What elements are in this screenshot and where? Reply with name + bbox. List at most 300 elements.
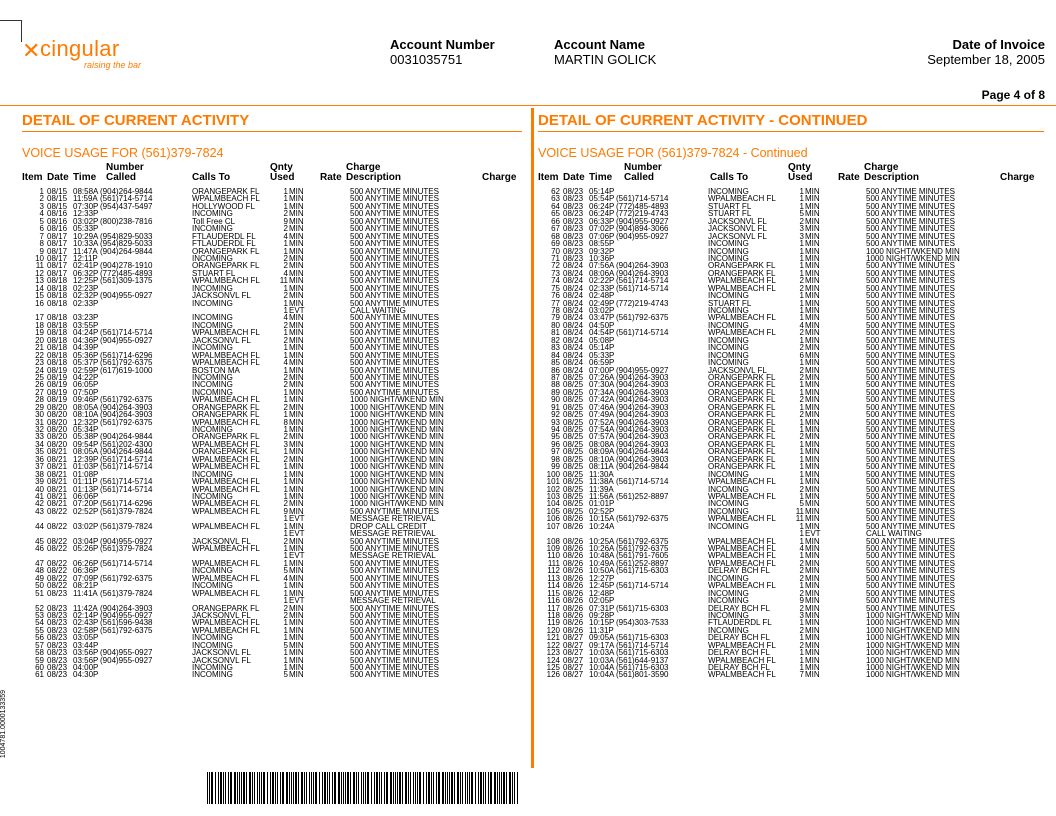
item-number: 82 xyxy=(551,335,560,345)
call-time: 07:06P xyxy=(589,231,615,241)
hdr-number: Number xyxy=(624,162,662,173)
item-number: 58 xyxy=(35,648,44,658)
call-time: 02:05P xyxy=(589,596,615,606)
quantity-used: 1 xyxy=(283,239,288,249)
quantity-unit: MIN xyxy=(805,358,820,368)
quantity-unit: MIN xyxy=(805,291,820,301)
quantity-unit: MIN xyxy=(289,439,304,449)
calls-to: ORANGEPARK FL xyxy=(708,268,776,278)
calls-to: DELRAY BCH FL xyxy=(708,663,770,672)
quantity-unit: MIN xyxy=(289,410,304,420)
account-name-block xyxy=(554,37,656,67)
quantity-used: 1 xyxy=(283,194,288,204)
charge-description: 500 ANYTIME MINUTES xyxy=(866,343,955,353)
charge-description: 500 ANYTIME MINUTES xyxy=(866,462,955,472)
barcode-bar xyxy=(353,772,355,804)
call-date: 08/25 xyxy=(563,425,584,434)
usage-row xyxy=(22,300,522,307)
quantity-used: 1 xyxy=(283,298,288,308)
calls-to: INCOMING xyxy=(708,506,749,516)
call-time: 03:44P xyxy=(73,640,99,650)
calls-to: WPALMBEACH FL xyxy=(192,454,260,464)
barcode-bar xyxy=(395,772,396,804)
calls-to: WPALMBEACH FL xyxy=(192,417,260,427)
quantity-used: 9 xyxy=(283,506,288,516)
quantity-used: 9 xyxy=(283,216,288,226)
item-number: 95 xyxy=(551,432,560,442)
charge-description: 1000 NIGHT/WKEND MIN xyxy=(866,618,960,628)
charge-description: 500 ANYTIME MINUTES xyxy=(350,640,439,650)
quantity-unit: MIN xyxy=(289,194,304,204)
call-date: 08/19 xyxy=(47,395,68,405)
quantity-unit: MIN xyxy=(805,499,820,509)
calls-to: WPALMBEACH FL xyxy=(192,358,260,368)
number-called: (954)437-5497 xyxy=(100,201,153,211)
barcode-bar xyxy=(215,772,216,804)
item-number: 25 xyxy=(35,372,44,382)
call-date: 08/20 xyxy=(47,402,68,412)
quantity-used: 5 xyxy=(283,640,288,650)
calls-to: INCOMING xyxy=(192,253,233,263)
charge-description: 1000 NIGHT/WKEND MIN xyxy=(866,246,960,256)
calls-to: JACKSONVL FL xyxy=(192,648,251,658)
barcode-bar xyxy=(467,772,468,804)
charge-description: 500 ANYTIME MINUTES xyxy=(350,588,439,598)
call-date: 08/15 xyxy=(47,194,68,204)
barcode-bar xyxy=(408,772,409,804)
number-called: (904)264-3903 xyxy=(616,425,669,434)
number-called: (561)791-7605 xyxy=(616,551,669,561)
number-called: (561)714-5714 xyxy=(100,484,153,494)
quantity-unit: MIN xyxy=(805,194,820,204)
barcode-bar xyxy=(475,772,476,804)
quantity-unit: MIN xyxy=(289,380,304,390)
item-number: 35 xyxy=(35,447,44,457)
calls-to: WPALMBEACH FL xyxy=(708,276,776,286)
column-divider xyxy=(531,108,534,768)
call-time: 07:56A xyxy=(589,261,615,271)
call-time: 02:59P xyxy=(73,365,99,375)
quantity-used: 1 xyxy=(799,529,804,539)
item-number: 122 xyxy=(546,640,560,650)
call-time: 07:49A xyxy=(589,410,615,420)
quantity-used: 1 xyxy=(283,596,288,606)
call-date: 08/17 xyxy=(47,253,68,263)
calls-to: Toll Free CL xyxy=(192,216,236,226)
quantity-unit: MIN xyxy=(805,491,820,501)
calls-to: STUART FL xyxy=(708,298,752,308)
charge-description: 1000 NIGHT/WKEND MIN xyxy=(866,655,960,665)
call-time: 03:04P xyxy=(73,536,99,546)
number-called: (904)264-3903 xyxy=(100,410,153,420)
call-date: 08/16 xyxy=(47,224,68,234)
call-time: 06:06P xyxy=(73,491,99,501)
number-called: (561)792-6375 xyxy=(100,395,153,405)
number-called: (561)714-5714 xyxy=(100,328,153,338)
calls-to: WPALMBEACH FL xyxy=(192,395,260,405)
barcode-bar xyxy=(306,772,307,804)
number-called: (561)379-7824 xyxy=(100,588,153,598)
charge-description: 500 ANYTIME MINUTES xyxy=(866,491,955,501)
number-called: (954)303-7533 xyxy=(616,618,669,628)
item-number: 1 xyxy=(39,187,44,196)
calls-to: INCOMING xyxy=(192,298,233,308)
quantity-unit: MIN xyxy=(805,462,820,472)
call-date: 08/20 xyxy=(47,425,68,434)
hdr-time: Time xyxy=(589,172,613,183)
quantity-unit: MIN xyxy=(289,477,304,487)
quantity-used: 1 xyxy=(799,335,804,345)
quantity-used: 2 xyxy=(799,343,804,353)
call-time: 08:11A xyxy=(589,462,614,472)
quantity-used: 2 xyxy=(283,499,288,509)
item-number: 89 xyxy=(551,387,560,397)
call-date: 08/18 xyxy=(47,343,68,353)
number-called: (561)801-3590 xyxy=(616,670,669,680)
charge-description: 500 ANYTIME MINUTES xyxy=(350,291,439,301)
calls-to: INCOMING xyxy=(708,573,749,583)
hdr-charge-top: Charge xyxy=(346,162,381,173)
call-time: 07:20P xyxy=(73,499,99,509)
item-number: 19 xyxy=(35,328,44,338)
number-called: (561)596-9438 xyxy=(100,618,153,628)
calls-to: WPALMBEACH FL xyxy=(708,328,776,338)
item-number: 44 xyxy=(35,521,44,531)
hdr-called: Called xyxy=(106,172,137,183)
quantity-used: 1 xyxy=(283,469,288,479)
call-date: 08/23 xyxy=(47,670,68,680)
number-called: (561)714-5714 xyxy=(616,477,669,487)
charge-description: 500 ANYTIME MINUTES xyxy=(866,261,955,271)
quantity-unit: MIN xyxy=(289,506,304,516)
call-time: 12:11P xyxy=(73,253,98,263)
quantity-unit: MIN xyxy=(289,372,304,382)
item-number: 37 xyxy=(35,462,44,472)
barcode-bar xyxy=(399,772,401,804)
charge-description: 500 ANYTIME MINUTES xyxy=(350,320,439,330)
barcode-bar xyxy=(356,772,357,804)
item-number: 53 xyxy=(35,610,44,620)
call-date: 08/21 xyxy=(47,491,68,501)
charge-description: 500 ANYTIME MINUTES xyxy=(866,514,955,524)
barcode-bar xyxy=(478,772,479,804)
call-time: 08:08A xyxy=(589,439,615,449)
quantity-unit: MIN xyxy=(289,462,304,472)
barcode-bar xyxy=(298,772,299,804)
quantity-used: 4 xyxy=(799,320,804,330)
quantity-used: 1 xyxy=(283,655,288,665)
call-time: 08:58A xyxy=(73,187,99,196)
quantity-unit: MIN xyxy=(805,417,820,427)
number-called: (561)252-8897 xyxy=(616,491,669,501)
call-date: 08/24 xyxy=(563,365,584,375)
quantity-unit: MIN xyxy=(805,439,820,449)
call-time: 10:03A xyxy=(589,648,615,658)
header-divider xyxy=(0,105,1056,106)
call-time: 07:46A xyxy=(589,402,615,412)
section-title: DETAIL OF CURRENT ACTIVITY xyxy=(22,112,250,129)
barcode-bar xyxy=(390,772,392,804)
call-date: 08/24 xyxy=(563,298,584,308)
quantity-unit: MIN xyxy=(289,417,304,427)
item-number: 121 xyxy=(546,633,560,643)
quantity-used: 2 xyxy=(283,372,288,382)
barcode-bar xyxy=(324,772,326,804)
calls-to: INCOMING xyxy=(192,387,233,397)
call-date: 08/22 xyxy=(47,544,68,553)
call-time: 10:29A xyxy=(73,231,99,241)
call-time: 06:24P xyxy=(589,209,615,219)
number-called: (561)714-5714 xyxy=(616,328,669,338)
quantity-used: 4 xyxy=(283,231,288,241)
call-date: 08/26 xyxy=(563,588,584,598)
charge-description: 500 ANYTIME MINUTES xyxy=(350,558,439,568)
quantity-used: 1 xyxy=(799,425,804,434)
document-id: 1004781.0000133359 xyxy=(0,690,7,759)
item-number: 65 xyxy=(551,209,560,219)
quantity-used: 1 xyxy=(283,551,288,561)
call-time: 09:46P xyxy=(73,395,99,405)
barcode-bar xyxy=(499,772,500,804)
call-date: 08/18 xyxy=(47,328,68,338)
item-number: 62 xyxy=(551,187,560,196)
quantity-unit: MIN xyxy=(289,253,304,263)
call-time: 10:15A xyxy=(589,514,615,524)
charge-description: 500 ANYTIME MINUTES xyxy=(350,633,439,643)
item-number: 79 xyxy=(551,313,560,323)
charge-description: 500 ANYTIME MINUTES xyxy=(350,625,439,635)
calls-to: INCOMING xyxy=(192,425,233,434)
item-number: 27 xyxy=(35,387,44,397)
calls-to: INCOMING xyxy=(192,566,233,576)
quantity-unit: MIN xyxy=(805,365,820,375)
call-date: 08/27 xyxy=(563,663,584,672)
calls-to: WPALMBEACH FL xyxy=(192,558,260,568)
barcode-bar xyxy=(343,772,344,804)
invoice-date-block xyxy=(927,37,1045,67)
item-number: 69 xyxy=(551,239,560,249)
number-called: (561)252-8897 xyxy=(616,558,669,568)
charge-description: 500 ANYTIME MINUTES xyxy=(866,484,955,494)
number-called: (561)714-5714 xyxy=(616,194,669,204)
quantity-used: 1 xyxy=(799,253,804,263)
call-time: 10:04A xyxy=(589,663,615,672)
charge-description: 500 ANYTIME MINUTES xyxy=(866,417,955,427)
quantity-unit: MIN xyxy=(805,610,820,620)
item-number: 36 xyxy=(35,454,44,464)
charge-description: 500 ANYTIME MINUTES xyxy=(350,380,439,390)
calls-to: ORANGEPARK FL xyxy=(708,387,776,397)
charge-description: 500 ANYTIME MINUTES xyxy=(350,670,439,680)
calls-to: INCOMING xyxy=(192,380,233,390)
call-date: 08/26 xyxy=(563,514,584,524)
quantity-used: 1 xyxy=(283,447,288,457)
charge-description: 500 ANYTIME MINUTES xyxy=(350,365,439,375)
item-number: 8 xyxy=(39,239,44,249)
quantity-used: 1 xyxy=(799,239,804,249)
call-date: 08/23 xyxy=(563,239,584,249)
quantity-used: 2 xyxy=(799,558,804,568)
quantity-unit: MIN xyxy=(805,588,820,598)
quantity-used: 1 xyxy=(283,365,288,375)
calls-to: WPALMBEACH FL xyxy=(192,618,260,628)
call-date: 08/23 xyxy=(47,648,68,658)
number-called: (561)714-5714 xyxy=(100,462,153,472)
charge-description: 500 ANYTIME MINUTES xyxy=(350,610,439,620)
calls-to: INCOMING xyxy=(192,670,233,680)
charge-description: 500 ANYTIME MINUTES xyxy=(866,558,955,568)
call-date: 08/20 xyxy=(47,410,68,420)
calls-to: INCOMING xyxy=(708,521,749,531)
charge-description: MESSAGE RETRIEVAL xyxy=(350,514,436,524)
quantity-unit: MIN xyxy=(805,521,820,531)
barcode-bar xyxy=(286,772,288,804)
quantity-used: 2 xyxy=(799,603,804,613)
quantity-unit: MIN xyxy=(289,625,304,635)
barcode-bar xyxy=(272,772,274,804)
calls-to: ORANGEPARK FL xyxy=(192,261,260,271)
charge-description: 500 ANYTIME MINUTES xyxy=(350,648,439,658)
quantity-unit: MIN xyxy=(805,410,820,420)
quantity-unit: MIN xyxy=(805,335,820,345)
quantity-unit: MIN xyxy=(805,469,820,479)
call-time: 02:58P xyxy=(73,625,99,635)
call-time: 06:32P xyxy=(73,268,99,278)
quantity-unit: MIN xyxy=(805,313,820,323)
call-date: 08/23 xyxy=(563,194,584,204)
call-time: 11:41A xyxy=(73,588,98,598)
quantity-used: 2 xyxy=(799,372,804,382)
charge-description: 500 ANYTIME MINUTES xyxy=(866,231,955,241)
quantity-used: 1 xyxy=(283,588,288,598)
quantity-unit: MIN xyxy=(289,558,304,568)
quantity-used: 4 xyxy=(283,313,288,323)
call-time: 10:24A xyxy=(589,521,615,531)
number-called: (561)792-6375 xyxy=(616,536,669,546)
call-time: 11:42A xyxy=(73,603,98,613)
calls-to: WPALMBEACH FL xyxy=(708,194,776,204)
item-number: 81 xyxy=(551,328,560,338)
call-date: 08/25 xyxy=(563,395,584,405)
charge-description: CALL WAITING xyxy=(350,306,406,315)
calls-to: INCOMING xyxy=(192,343,233,353)
quantity-unit: MIN xyxy=(289,209,304,219)
quantity-used: 1 xyxy=(283,529,288,539)
calls-to: STUART FL xyxy=(708,209,752,219)
quantity-used: 1 xyxy=(283,283,288,293)
hdr-used: Used xyxy=(788,172,813,183)
charge-description: 500 ANYTIME MINUTES xyxy=(350,343,439,353)
item-number: 75 xyxy=(551,283,560,293)
barcode-bar xyxy=(497,772,498,804)
item-number: 98 xyxy=(551,454,560,464)
quantity-unit: MIN xyxy=(289,276,304,286)
call-time: 04:54P xyxy=(589,328,615,338)
charge-description: MESSAGE RETRIEVAL xyxy=(350,596,436,606)
charge-description: 500 ANYTIME MINUTES xyxy=(350,276,439,286)
call-time: 11:39A xyxy=(589,484,614,494)
quantity-used: 3 xyxy=(799,231,804,241)
charge-description: 500 ANYTIME MINUTES xyxy=(350,663,439,672)
charge-description: 500 ANYTIME MINUTES xyxy=(866,566,955,576)
call-time: 09:28P xyxy=(589,610,615,620)
charge-description: 500 ANYTIME MINUTES xyxy=(866,358,955,368)
charge-description: 500 ANYTIME MINUTES xyxy=(866,335,955,345)
quantity-unit: MIN xyxy=(805,224,820,234)
calls-to: WPALMBEACH FL xyxy=(192,544,260,553)
calls-to: WPALMBEACH FL xyxy=(708,544,776,553)
call-time: 11:56A xyxy=(589,491,614,501)
call-time: 09:05A xyxy=(589,633,615,643)
calls-to: WPALMBEACH FL xyxy=(192,573,260,583)
barcode-bar xyxy=(228,772,229,804)
quantity-used: 1 xyxy=(799,581,804,591)
section-rule xyxy=(22,131,522,132)
quantity-unit: MIN xyxy=(805,201,820,211)
barcode-bar xyxy=(367,772,369,804)
quantity-unit: MIN xyxy=(805,395,820,405)
charge-description: 1000 NIGHT/WKEND MIN xyxy=(350,491,444,501)
barcode-bar xyxy=(259,772,260,804)
quantity-used: 1 xyxy=(799,187,804,196)
calls-to: WPALMBEACH FL xyxy=(192,350,260,360)
charge-description: 500 ANYTIME MINUTES xyxy=(350,655,439,665)
call-date: 08/18 xyxy=(47,350,68,360)
quantity-unit: MIN xyxy=(289,484,304,494)
call-time: 02:33P xyxy=(73,298,99,308)
number-called: (617)619-1000 xyxy=(100,365,153,375)
barcode-bar xyxy=(275,772,276,804)
calls-to: ORANGEPARK FL xyxy=(192,187,260,196)
barcode-bar xyxy=(494,772,496,804)
charge-description: 1000 NIGHT/WKEND MIN xyxy=(866,640,960,650)
quantity-unit: MIN xyxy=(289,648,304,658)
call-time: 02:14P xyxy=(73,610,99,620)
call-date: 08/26 xyxy=(563,573,584,583)
charge-description: 1000 NIGHT/WKEND MIN xyxy=(866,663,960,672)
number-called: (561)714-5714 xyxy=(616,283,669,293)
charge-description: 500 ANYTIME MINUTES xyxy=(866,603,955,613)
quantity-unit: MIN xyxy=(805,625,820,635)
quantity-used: 1 xyxy=(283,328,288,338)
item-number: 24 xyxy=(35,365,44,375)
calls-to: INCOMING xyxy=(708,469,749,479)
call-date: 08/23 xyxy=(47,633,68,643)
call-date: 08/21 xyxy=(47,469,68,479)
charge-description: 1000 NIGHT/WKEND MIN xyxy=(350,402,444,412)
usage-subtitle: VOICE USAGE FOR (561)379-7824 xyxy=(22,146,224,160)
call-time: 09:17A xyxy=(589,640,615,650)
quantity-used: 1 xyxy=(283,462,288,472)
calls-to: WPALMBEACH FL xyxy=(708,581,776,591)
charge-description: 1000 NIGHT/WKEND MIN xyxy=(866,670,960,680)
call-date: 08/17 xyxy=(47,239,68,249)
quantity-unit: MIN xyxy=(289,313,304,323)
quantity-unit: MIN xyxy=(805,253,820,263)
quantity-unit: MIN xyxy=(289,320,304,330)
call-date: 08/15 xyxy=(47,187,68,196)
calls-to: ORANGEPARK FL xyxy=(708,395,776,405)
charge-description: 500 ANYTIME MINUTES xyxy=(866,224,955,234)
barcode-bar xyxy=(426,772,427,804)
calls-to: ORANGEPARK FL xyxy=(192,402,260,412)
item-number: 23 xyxy=(35,358,44,368)
charge-description: 500 ANYTIME MINUTES xyxy=(866,469,955,479)
quantity-used: 1 xyxy=(283,477,288,487)
item-number: 26 xyxy=(35,380,44,390)
call-date: 08/25 xyxy=(563,439,584,449)
quantity-used: 1 xyxy=(283,201,288,211)
